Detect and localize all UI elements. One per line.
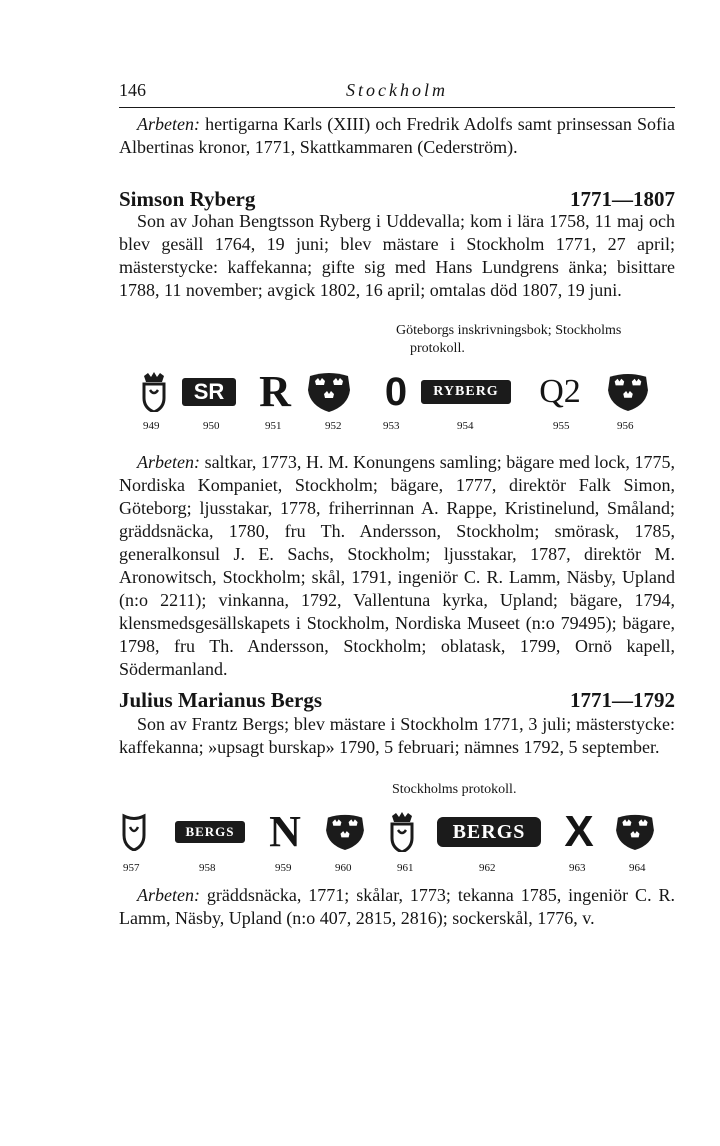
name-banner-icon [437,812,541,852]
mark-number: 960 [335,862,352,874]
mark-text: 0 [384,370,408,414]
letter-stamp-icon [257,367,293,416]
mark-number: 953 [383,420,400,432]
three-crowns-icon [305,372,353,412]
source-reference [396,322,621,358]
maker-name: Simson Ryberg [119,187,256,211]
hallmarks-row [119,367,675,432]
works-text: gräddsnäcka, 1771; skålar, 1773; tekanna 1785, ingeniör C. R. Lamm, Näsby, Upland (n:o 407, 2815, 2816); sockerskål, 1776, v. [119,885,675,928]
mark-number: 964 [629,862,646,874]
three-crowns-icon [323,812,367,852]
mark-number: 955 [553,420,570,432]
entry-heading [119,688,675,714]
mark-text: BERGS [437,817,541,847]
mark-number: 950 [203,420,220,432]
mark-number: 949 [143,420,160,432]
intro-text: hertigarna Karls (XIII) och Fredrik Adolfs samt prinsessan Sofia Albertinas kronor, 1771, Skattkammaren (Cederström). [119,114,675,157]
mark-number: 959 [275,862,292,874]
mark-text: Q2 [539,373,581,410]
works-lead: Arbeten: [137,452,200,472]
mark-text: SR [182,378,236,406]
maker-years: 1771—1807 [570,187,675,211]
entry-biography: Son av Frantz Bergs; blev mästare i Stockholm 1771, 3 juli; mästerstycke: kaffekanna; »upsagt burskap» 1790, 5 februari; nämnes 1792, 5 september. [119,714,675,757]
mark-number: 958 [199,862,216,874]
crowned-shield-icon [387,812,417,852]
name-banner-icon [175,812,245,852]
initials-stamp-icon [181,372,237,412]
three-crowns-icon [613,812,657,852]
mark-text: X [564,807,594,856]
crowned-shield-icon [139,372,169,412]
mark-number: 963 [569,862,586,874]
source-reference [392,781,516,799]
zero-stamp-icon [381,372,411,412]
mark-number: 957 [123,862,140,874]
mark-number: 956 [617,420,634,432]
mark-text: RYBERG [421,380,511,404]
shield-outline-icon [119,812,149,852]
running-title: Stockholm [346,80,448,100]
three-crowns-icon [605,372,651,412]
header-rule [119,107,675,108]
mark-number: 961 [397,862,414,874]
mark-text: R [259,367,291,416]
mark-number: 954 [457,420,474,432]
letter-stamp-icon [265,807,305,856]
mark-number: 962 [479,862,496,874]
entry-biography: Son av Johan Bengtsson Ryberg i Uddevalla; kom i lära 1758, 11 maj och blev gesäll 1764, 19 juni; blev mästare i Stockholm 1771, 27 april; mästerstycke: kaffekanna; gifte sig med Hans Lundgrens änka; bisittare 1788, 11 november; avgick 1802, 16 april; omtalas död 1807, 19 juni. [119,211,675,300]
mark-number: 951 [265,420,282,432]
source-line: protokoll. [410,341,465,356]
mark-number: 952 [325,420,342,432]
date-letter-icon [533,372,587,412]
maker-years: 1771—1792 [570,688,675,712]
works-lead: Arbeten: [137,885,200,905]
works-paragraph [119,451,675,681]
hallmarks-row [119,807,675,874]
mark-text: N [269,807,301,856]
mark-text: BERGS [175,821,245,843]
intro-lead: Arbeten: [137,114,200,134]
works-paragraph [119,884,675,930]
maker-name: Julius Marianus Bergs [119,688,323,712]
name-banner-icon [421,372,511,412]
letter-stamp-icon [559,807,599,856]
source-line: Stockholms protokoll. [392,782,517,797]
works-text: saltkar, 1773, H. M. Konungens samling; bägare med lock, 1775, Nordiska Kompaniet, Stockholm; bägare, 1777, direktör Falk Simon, Göteborg; ljusstakar, 1778, friherrinnan A. Rappe, Kristinelund, Småland; gräddsnäcka, 1780, fru Th. Andersson, Stockholm; smörask, 1785, generalkonsul J. E. Sachs, Stockholm; ljusstakar, 1787, direktör M. Aronowitsch, Stockholm; skål, 1791, ingeniör C. R. Lamm, Näsby, Upland (n:o 2211); vinkanna, 1792, Vallentuna kyrka, Upland; bägare, 1794, klensmedsgesällskapets i Stockholm, Nordiska Museet (n:o 79495); bägare, 1798, fru Th. Andersson, Stockholm; oblatask, 1799, Ornö kapell, Södermanland. [119,452,675,679]
intro-paragraph [119,113,675,159]
source-line: Göteborgs inskrivningsbok; Stockholms [396,323,622,338]
page-number: 146 [119,80,146,100]
running-head [119,80,675,106]
